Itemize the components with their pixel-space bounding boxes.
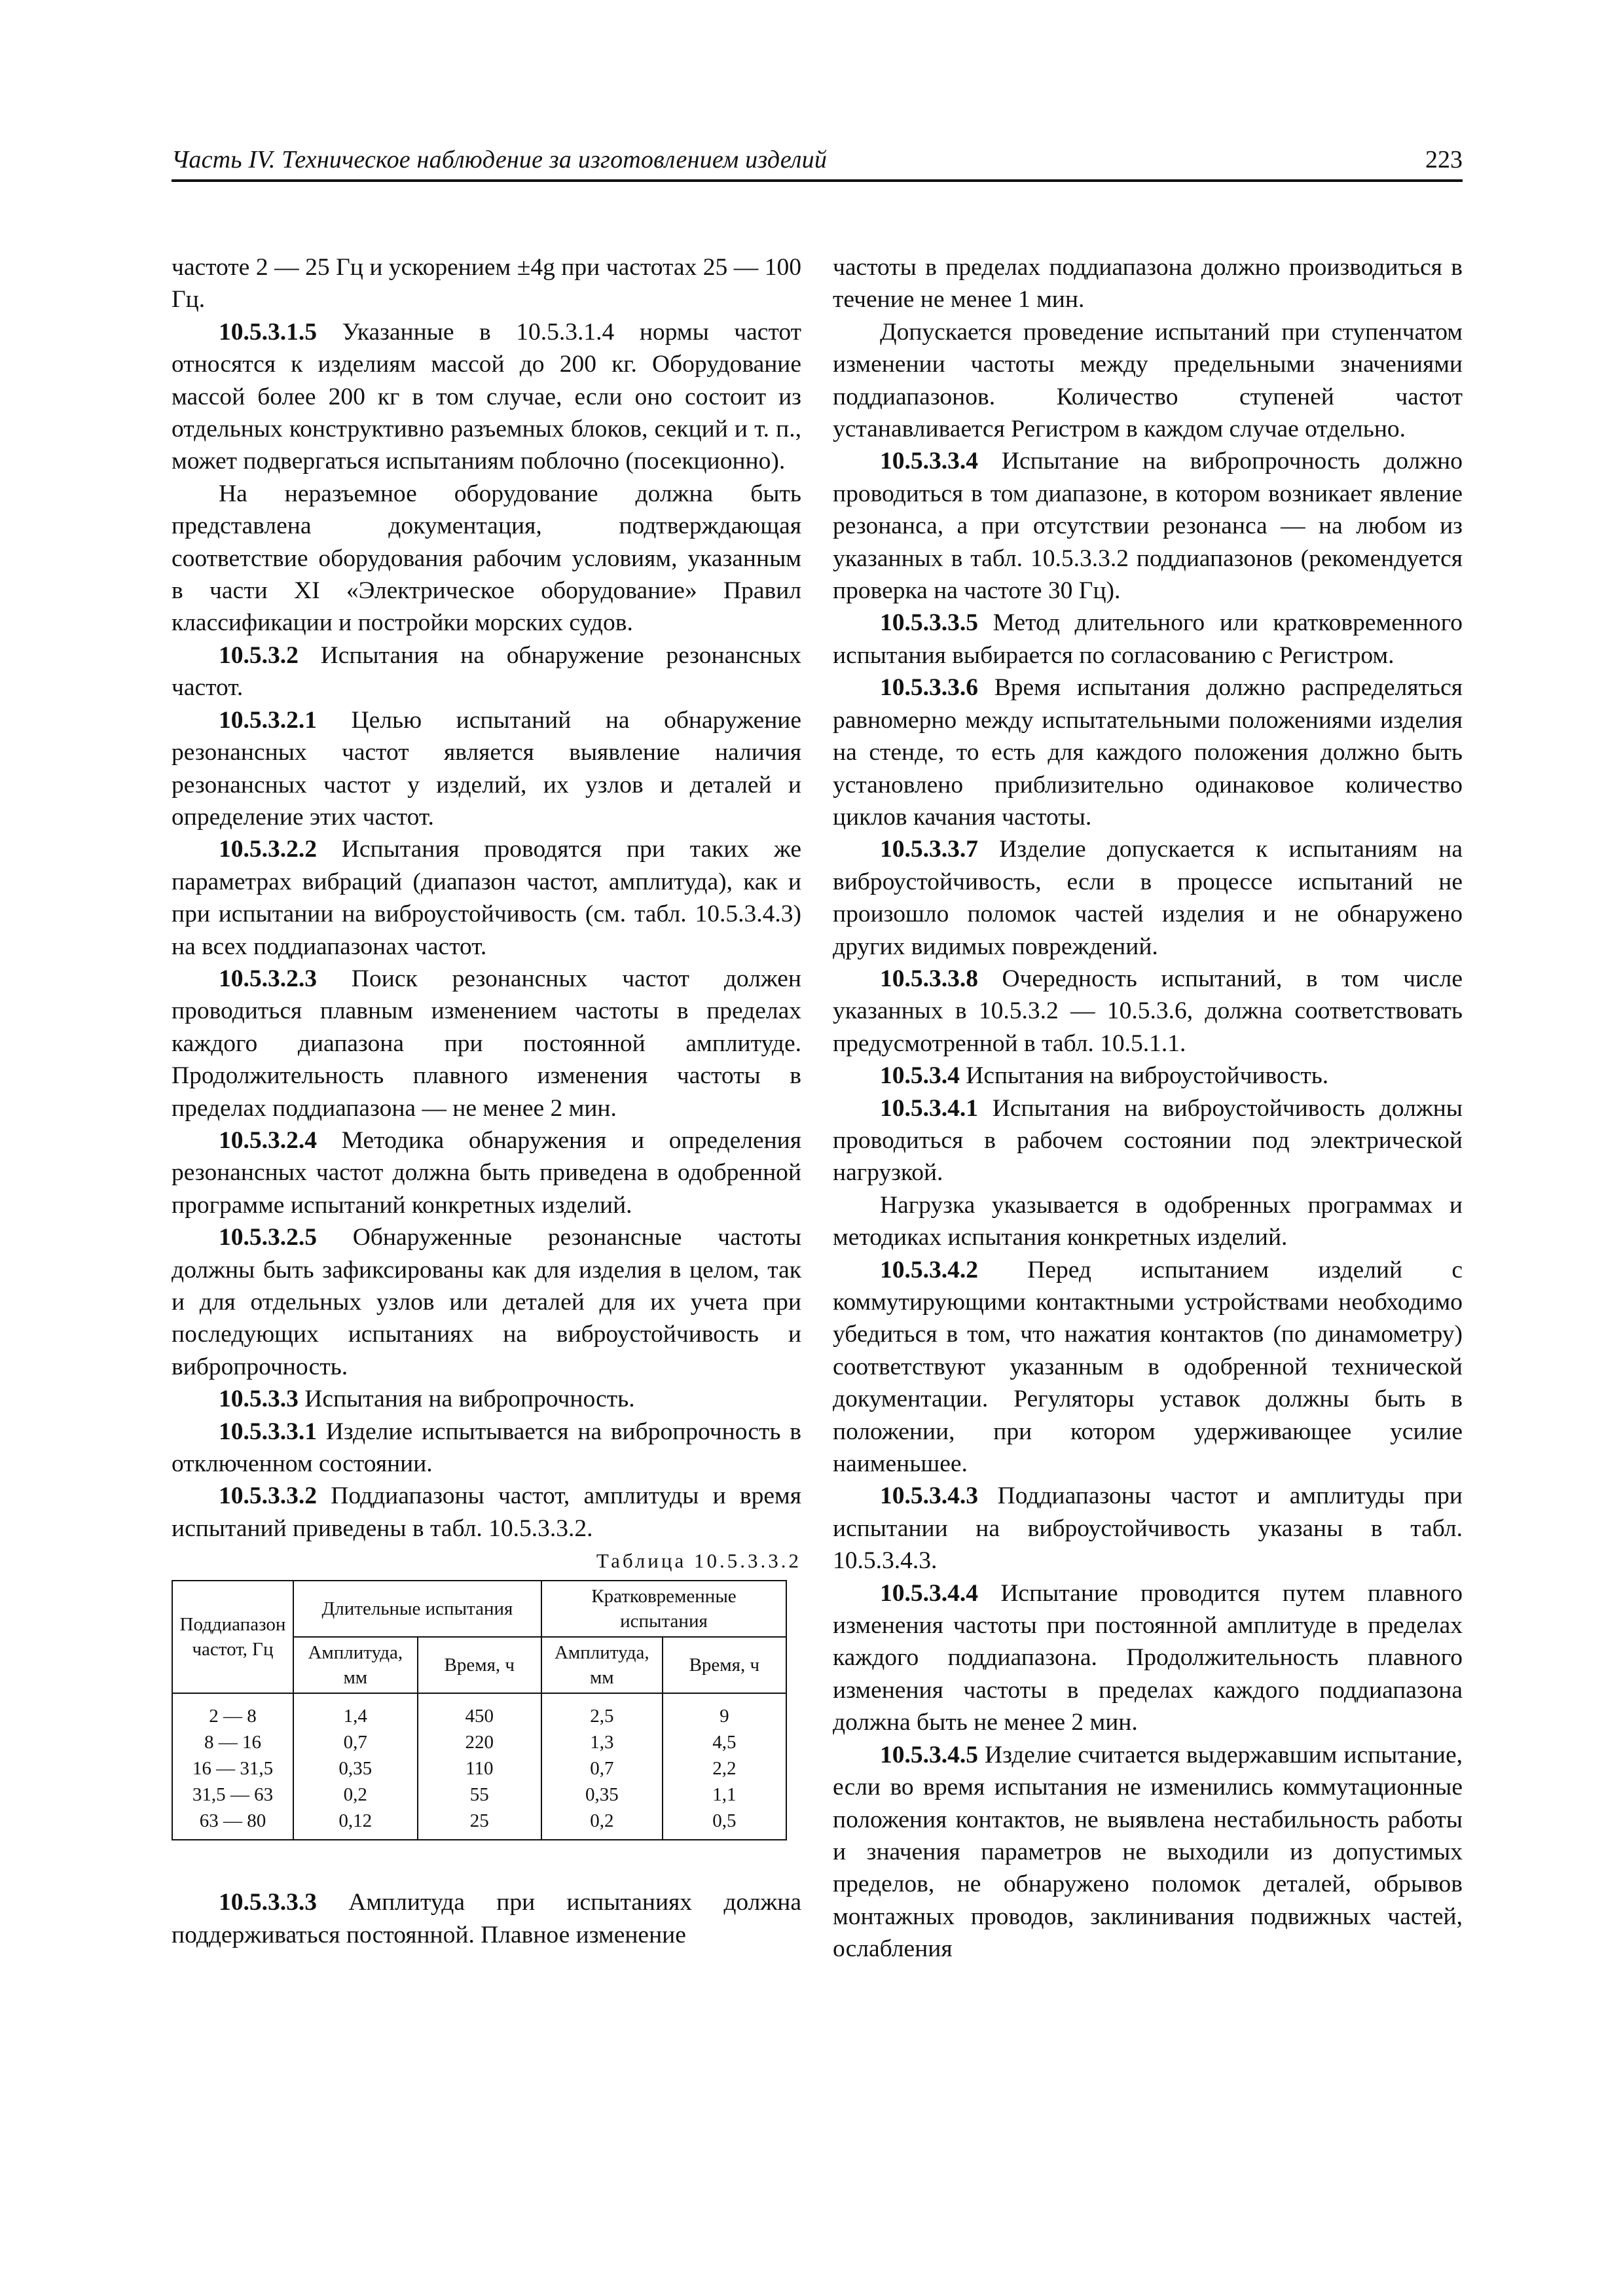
paragraph — [172, 1886, 801, 1951]
paragraph — [172, 1383, 801, 1415]
paragraph — [172, 639, 801, 704]
cell-short-amplitude: 0,2 — [541, 1808, 663, 1840]
paragraph-text: Методика обнаружения и определения резонансных частот должна быть приведена в одобренной программе испытаний конкретных изделий. — [172, 1126, 801, 1219]
cell-long-time: 25 — [418, 1808, 541, 1840]
paragraph — [833, 833, 1463, 963]
clause-number: 10.5.3.3.8 — [880, 965, 978, 992]
paragraph-text: Испытания на виброустойчивость. — [959, 1062, 1329, 1090]
paragraph: На неразъемное оборудование должна быть представлена документация, подтверждающая соответствие оборудования рабочим условиям, указанным в части XI «Электрическое оборудование» Правил классификации и постройки морских судов. — [172, 480, 801, 637]
paragraph — [833, 1480, 1463, 1577]
cell-short-time: 4,5 — [663, 1729, 786, 1755]
page-number: 223 — [1425, 146, 1463, 173]
clause-number: 10.5.3.3.2 — [219, 1482, 317, 1510]
header-frequency-range: Поддиапазон частот, Гц — [172, 1581, 293, 1693]
paragraph — [833, 1739, 1463, 1965]
paragraph — [172, 1124, 801, 1221]
running-title: Часть IV. Техническое наблюдение за изготовлением изделий — [172, 146, 828, 173]
cell-range: 63 — 80 — [172, 1808, 293, 1840]
cell-short-amplitude: 0,35 — [541, 1782, 663, 1808]
paragraph-text: Испытания на обнаружение резонансных частот. — [172, 641, 801, 702]
paragraph — [172, 833, 801, 963]
paragraph: Нагрузка указывается в одобренных программах и методиках испытания конкретных изделий. — [833, 1191, 1463, 1251]
header-short-amplitude: Амплитуда, мм — [541, 1637, 663, 1693]
paragraph-text: Изделие испытывается на вибропрочность в отключенном состоянии. — [172, 1418, 801, 1478]
clause-number: 10.5.3.2.4 — [219, 1126, 317, 1154]
clause-number: 10.5.3.3.1 — [219, 1418, 317, 1445]
paragraph — [833, 1060, 1463, 1092]
left-column — [172, 251, 801, 1951]
paragraph — [833, 1092, 1463, 1189]
paragraph-text: Указанные в 10.5.3.1.4 нормы частот относятся к изделиям массой до 200 кг. Оборудование массой более 200 кг в том случае, если оно состоит из отдельных конструктивно разъемных блоков, секций и т. п., может подвергаться испытаниям поблочно (посекционно). — [172, 318, 801, 475]
clause-number: 10.5.3.1.5 — [219, 318, 317, 346]
cell-long-amplitude: 0,2 — [293, 1782, 418, 1808]
header-long-amplitude: Амплитуда, мм — [293, 1637, 418, 1693]
paragraph: частоте 2 — 25 Гц и ускорением ±4g при частотах 25 — 100 Гц. — [172, 254, 801, 314]
paragraph-text: Испытание на вибропрочность должно проводиться в том диапазоне, в котором возникает явление резонанса, а при отсутствии резонанса — на любом из указанных в табл. 10.5.3.3.2 поддиапазонов (рекомендуется проверка на частоте 30 Гц). — [833, 448, 1463, 605]
paragraph — [833, 607, 1463, 672]
cell-range: 2 — 8 — [172, 1693, 293, 1729]
header-long-tests: Длительные испытания — [293, 1581, 541, 1637]
paragraph-text: Метод длительного или кратковременного испытания выбирается по согласованию с Регистром. — [833, 609, 1463, 669]
clause-number: 10.5.3.3.7 — [880, 836, 978, 863]
table-row — [172, 1782, 786, 1808]
paragraph — [833, 1577, 1463, 1739]
cell-long-amplitude: 0,35 — [293, 1755, 418, 1782]
paragraph-text: Поддиапазоны частот и амплитуды при испытании на виброустойчивость указаны в табл. 10.5.3.4.3. — [833, 1482, 1463, 1575]
cell-long-amplitude: 0,12 — [293, 1808, 418, 1840]
paragraph — [172, 1221, 801, 1383]
cell-range: 16 — 31,5 — [172, 1755, 293, 1782]
clause-number: 10.5.3.4.5 — [880, 1741, 978, 1768]
table-caption: Таблица 10.5.3.3.2 — [596, 1549, 801, 1573]
header-short-tests: Кратковременные испытания — [541, 1581, 786, 1637]
clause-number: 10.5.3.2.2 — [219, 836, 317, 863]
paragraph-text: Амплитуда при испытаниях должна поддерживаться постоянной. Плавное изменение — [172, 1889, 801, 1948]
clause-number: 10.5.3.3.3 — [219, 1889, 317, 1916]
paragraph: частоты в пределах поддиапазона должно производиться в течение не менее 1 мин. — [833, 254, 1463, 314]
clause-number: 10.5.3.4.3 — [880, 1482, 978, 1510]
clause-number: 10.5.3.3.4 — [880, 448, 978, 475]
header-long-time: Время, ч — [418, 1637, 541, 1693]
table-row — [172, 1729, 786, 1755]
cell-short-time: 2,2 — [663, 1755, 786, 1782]
cell-short-time: 9 — [663, 1693, 786, 1729]
cell-range: 31,5 — 63 — [172, 1782, 293, 1808]
paragraph-text: Перед испытанием изделий с коммутирующими контактными устройствами необходимо убедиться в том, что нажатия контактов (по динамометру) соответствуют указанным в одобренной технической документации. Регуляторы уставок должны быть в положении, при котором удерживающее усилие наименьшее. — [833, 1256, 1463, 1478]
paragraph — [833, 963, 1463, 1060]
paragraph — [833, 445, 1463, 607]
cell-long-time: 110 — [418, 1755, 541, 1782]
paragraph-text: Целью испытаний на обнаружение резонансных частот является выявление наличия резонансных частот у изделий, их узлов и деталей и определение этих частот. — [172, 706, 801, 831]
paragraph-text: Поиск резонансных частот должен проводиться плавным изменением частоты в пределах каждого диапазона при постоянной амплитуде. Продолжительность плавного изменения частоты в пределах поддиапазона — не менее 2 мин. — [172, 965, 801, 1122]
cell-short-amplitude: 1,3 — [541, 1729, 663, 1755]
table-row — [172, 1808, 786, 1840]
paragraph-text: Изделие считается выдержавшим испытание, если во время испытания не изменились коммутационные положения контактов, не выявлена нестабильность работы и значения параметров не выходили из допустимых пределов, не обнаружено поломок деталей, обрывов монтажных проводов, заклинивания подвижных частей, ослабления — [833, 1741, 1463, 1963]
clause-number: 10.5.3.4 — [880, 1062, 960, 1090]
paragraph — [833, 672, 1463, 833]
paragraph-text: Испытания проводятся при таких же параметрах вибраций (диапазон частот, амплитуда), как и при испытании на виброустойчивость (см. табл. 10.5.3.4.3) на всех поддиапазонах частот. — [172, 836, 801, 960]
table-row — [172, 1693, 786, 1729]
cell-long-time: 220 — [418, 1729, 541, 1755]
cell-range: 8 — 16 — [172, 1729, 293, 1755]
cell-long-time: 450 — [418, 1693, 541, 1729]
paragraph-text: Время испытания должно распределяться равномерно между испытательными положениями изделия на стенде, то есть для каждого положения должно быть установлено приблизительно одинаковое количество циклов качания частоты. — [833, 674, 1463, 831]
paragraph-text: Испытания на виброустойчивость должны проводиться в рабочем состоянии под электрической нагрузкой. — [833, 1094, 1463, 1187]
running-header — [172, 143, 1463, 182]
clause-number: 10.5.3.2 — [219, 641, 299, 669]
clause-number: 10.5.3.3 — [219, 1386, 299, 1413]
cell-long-time: 55 — [418, 1782, 541, 1808]
paragraph-text: Обнаруженные резонансные частоты должны быть зафиксированы как для изделия в целом, так и для отдельных узлов или деталей для их учета при последующих испытаниях на виброустойчивость и вибропрочность. — [172, 1224, 801, 1380]
clause-number: 10.5.3.4.2 — [880, 1256, 978, 1283]
cell-long-amplitude: 0,7 — [293, 1729, 418, 1755]
paragraph-text: Испытание проводится путем плавного изменения частоты при постоянной амплитуде в пределах каждого поддиапазона. Продолжительность плавного изменения частоты в пределах каждого поддиапазона должна быть не менее 2 мин. — [833, 1579, 1463, 1736]
paragraph — [833, 1254, 1463, 1480]
cell-short-time: 1,1 — [663, 1782, 786, 1808]
paragraph: Допускается проведение испытаний при ступенчатом изменении частоты между предельными значениями поддиапазонов. Количество ступеней частот устанавливается Регистром в каждом случае отдельно. — [833, 318, 1463, 443]
clause-number: 10.5.3.4.4 — [880, 1579, 978, 1607]
paragraph-text: Очередность испытаний, в том числе указанных в 10.5.3.2 — 10.5.3.6, должна соответствовать предусмотренной в табл. 10.5.1.1. — [833, 965, 1463, 1057]
paragraph — [172, 704, 801, 834]
clause-number: 10.5.3.2.5 — [219, 1224, 317, 1251]
vibration-strength-table — [172, 1580, 787, 1840]
clause-number: 10.5.3.3.5 — [880, 609, 978, 637]
paragraph — [172, 316, 801, 478]
header-short-time: Время, ч — [663, 1637, 786, 1693]
paragraph — [172, 1416, 801, 1480]
clause-number: 10.5.3.2.3 — [219, 965, 317, 992]
paragraph — [172, 963, 801, 1124]
clause-number: 10.5.3.4.1 — [880, 1094, 978, 1122]
cell-short-amplitude: 2,5 — [541, 1693, 663, 1729]
cell-short-amplitude: 0,7 — [541, 1755, 663, 1782]
paragraph-text: Изделие допускается к испытаниям на виброустойчивость, если в процессе испытаний не произошло поломок частей изделия и не обнаружено других видимых повреждений. — [833, 836, 1463, 960]
cell-long-amplitude: 1,4 — [293, 1693, 418, 1729]
paragraph-text: Испытания на вибропрочность. — [298, 1386, 635, 1413]
paragraph-text: Поддиапазоны частот, амплитуды и время испытаний приведены в табл. 10.5.3.3.2. — [172, 1482, 801, 1542]
clause-number: 10.5.3.3.6 — [880, 674, 978, 702]
clause-number: 10.5.3.2.1 — [219, 706, 317, 734]
cell-short-time: 0,5 — [663, 1808, 786, 1840]
table-row — [172, 1755, 786, 1782]
paragraph — [172, 1480, 801, 1545]
right-column — [833, 251, 1463, 1965]
